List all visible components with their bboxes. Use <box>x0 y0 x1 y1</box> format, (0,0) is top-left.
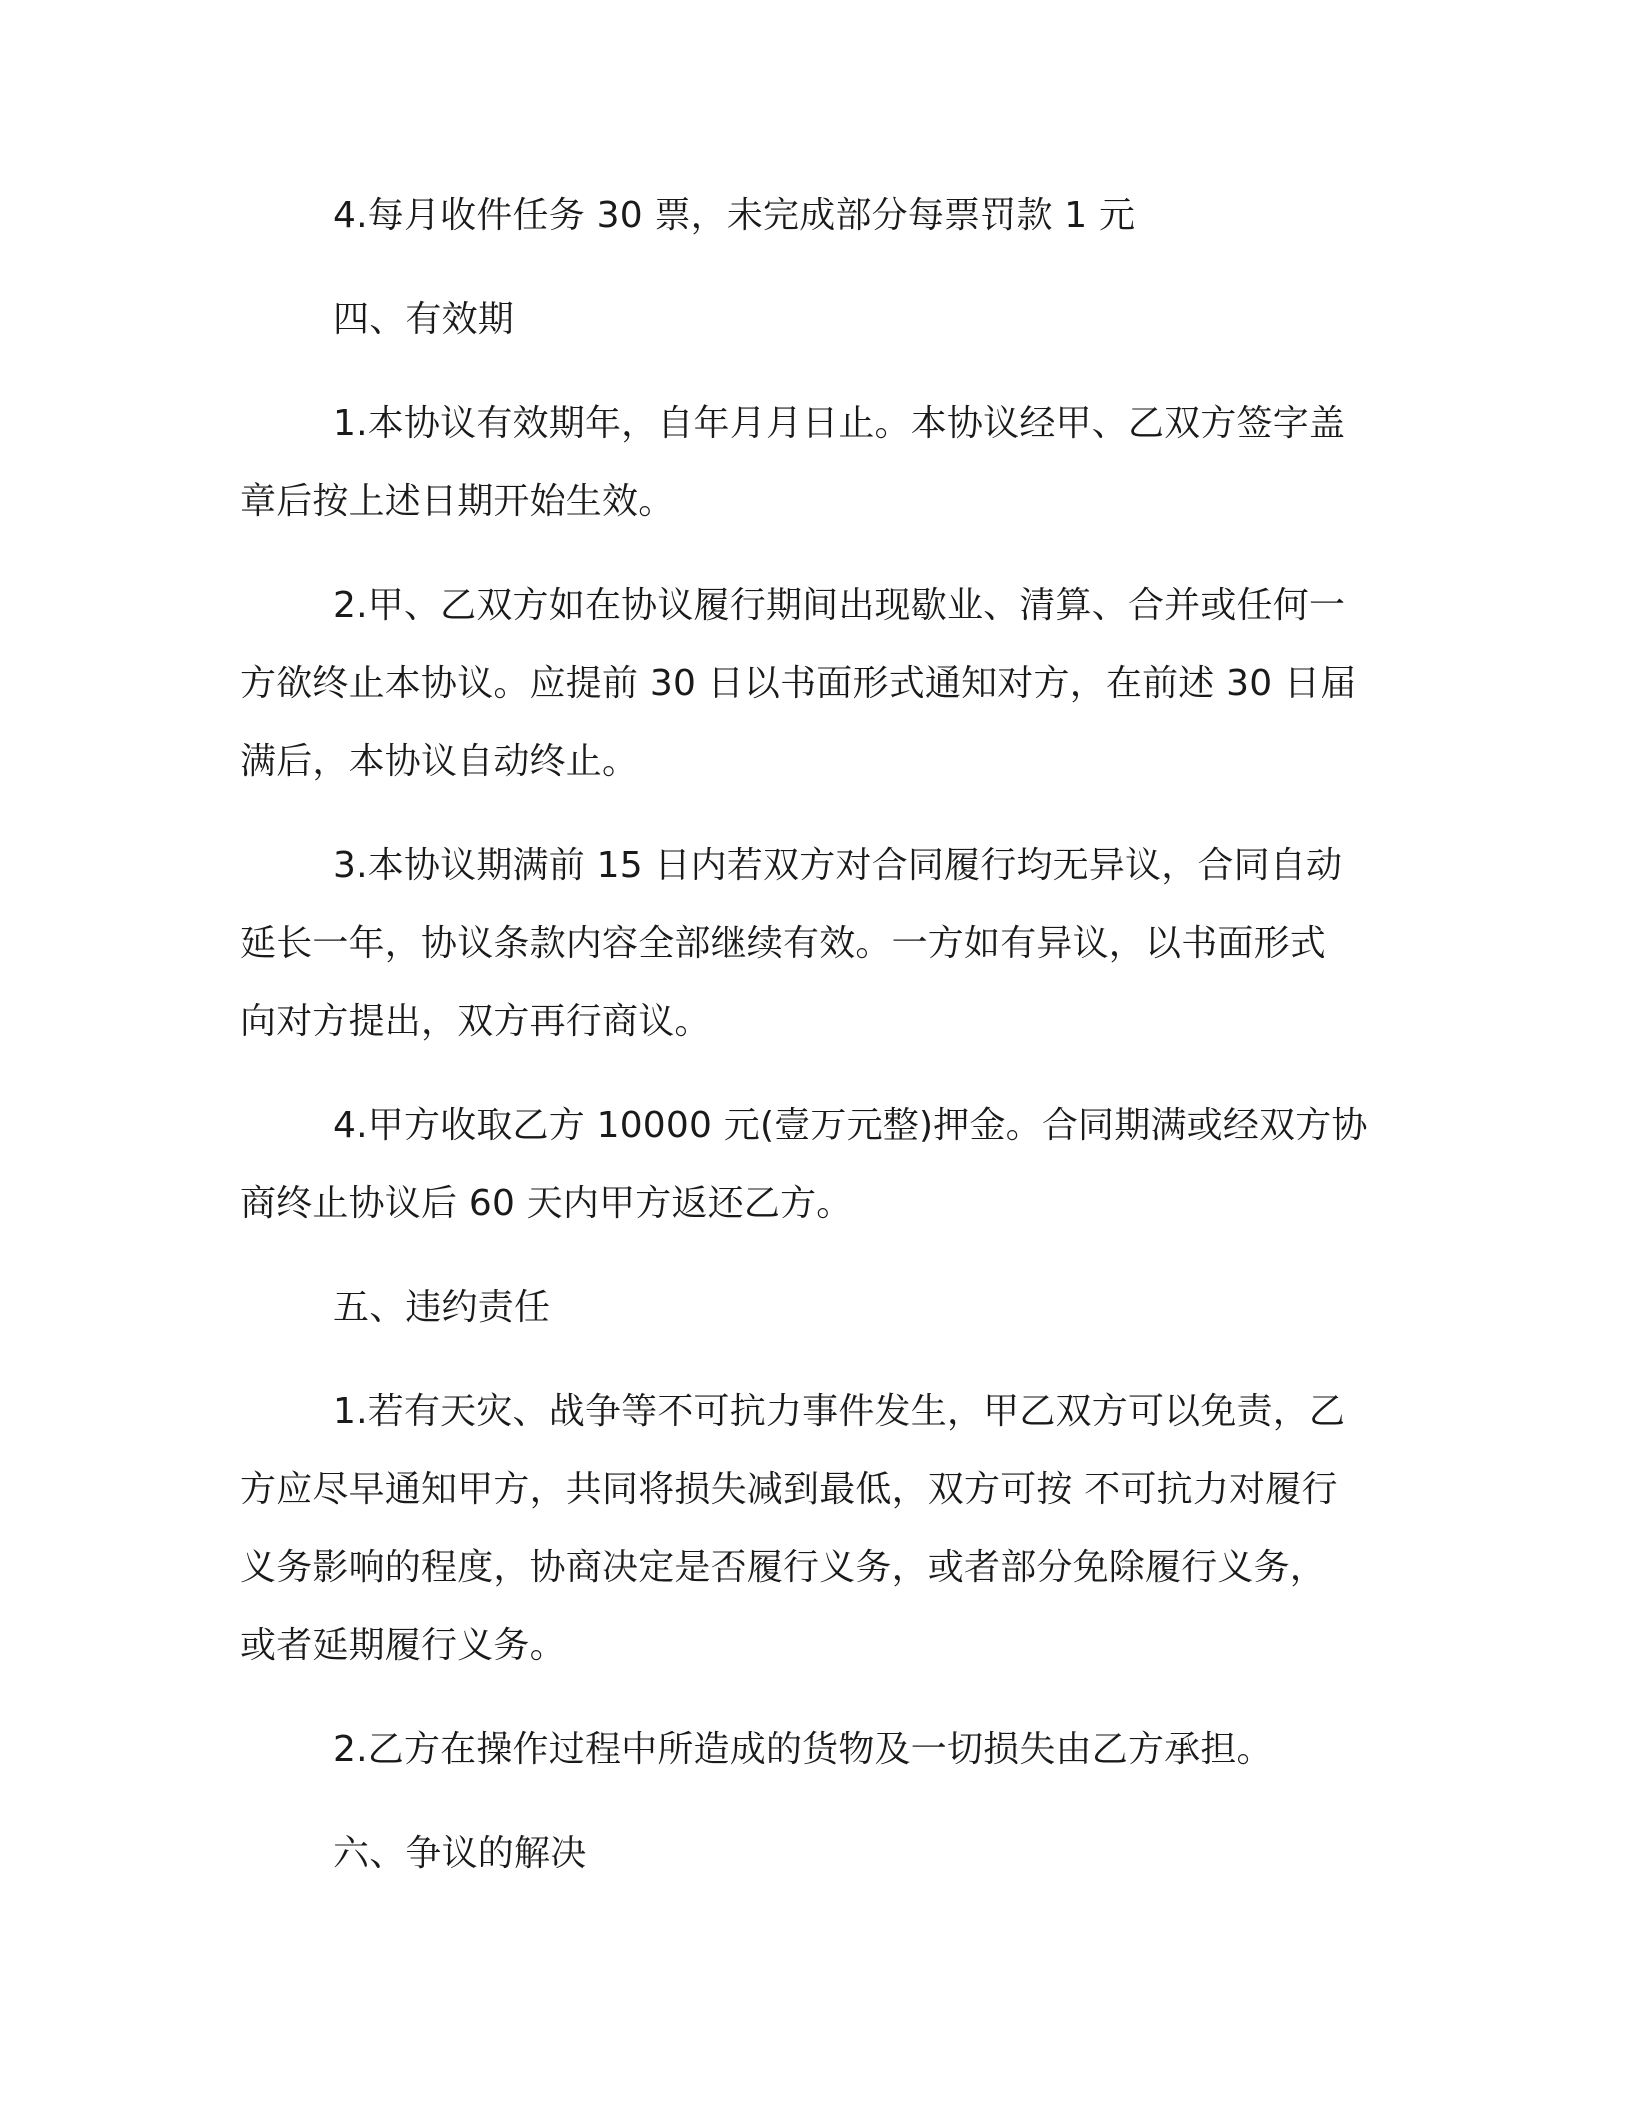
section-6-heading: 六、争议的解决 <box>333 1833 587 1874</box>
clause-5-1-line-3: 义务影响的程度，协商决定是否履行义务，或者部分免除履行义务， <box>240 1547 1327 1588</box>
clause-5-2-text: 2.乙方在操作过程中所造成的货物及一切损失由乙方承担。 <box>333 1729 1273 1770</box>
clause-4-1-line-2: 章后按上述日期开始生效。 <box>240 481 675 522</box>
clause-4-3-line-3: 向对方提出，双方再行商议。 <box>240 1001 711 1042</box>
clause-4-2-line-2: 方欲终止本协议。应提前 30 日以书面形式通知对方，在前述 30 日届 <box>240 663 1357 704</box>
section-4-heading: 四、有效期 <box>333 299 515 340</box>
clause-4-4-line-1: 4.甲方收取乙方 10000 元(壹万元整)押金。合同期满或经双方协 <box>333 1105 1368 1146</box>
clause-4-1-line-1: 1.本协议有效期年，自年月月日止。本协议经甲、乙双方签字盖 <box>333 403 1346 444</box>
clause-5-1-line-1: 1.若有天灾、战争等不可抗力事件发生，甲乙双方可以免责，乙 <box>333 1391 1346 1432</box>
clause-4-2-line-3: 满后，本协议自动终止。 <box>240 741 639 782</box>
section-5-heading: 五、违约责任 <box>333 1287 551 1328</box>
clause-5-1-line-4: 或者延期履行义务。 <box>240 1625 566 1666</box>
clause-4-3-line-1: 3.本协议期满前 15 日内若双方对合同履行均无异议，合同自动 <box>333 845 1343 886</box>
clause-5-1-line-2: 方应尽早通知甲方，共同将损失减到最低，双方可按 不可抗力对履行 <box>240 1469 1338 1510</box>
clause-4-2-line-1: 2.甲、乙双方如在协议履行期间出现歇业、清算、合并或任何一 <box>333 585 1346 626</box>
clause-3-4-text: 4.每月收件任务 30 票，未完成部分每票罚款 1 元 <box>333 195 1136 236</box>
clause-4-3-line-2: 延长一年，协议条款内容全部继续有效。一方如有异议，以书面形式 <box>240 923 1327 964</box>
clause-4-4-line-2: 商终止协议后 60 天内甲方返还乙方。 <box>240 1183 853 1224</box>
